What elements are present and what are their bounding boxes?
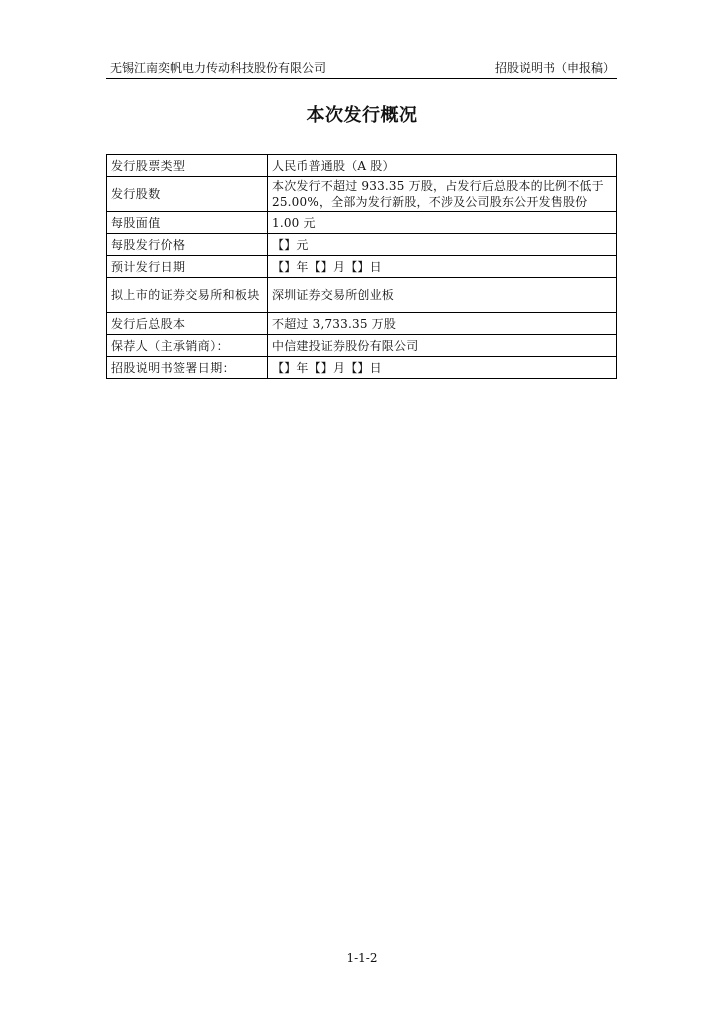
row-label: 发行股票类型 [107,155,268,177]
row-label: 发行股数 [107,177,268,212]
table-row-issue-price [107,234,617,256]
table-row-share-count [107,177,617,212]
row-value: 本次发行不超过 933.35 万股，占发行后总股本的比例不低于 25.00%，全部为发行新股，不涉及公司股东公开发售股份 [268,177,617,212]
row-label: 每股面值 [107,212,268,234]
table-row-issue-date [107,256,617,278]
table-row-sponsor [107,335,617,357]
row-value: 1.00 元 [268,212,617,234]
row-label: 招股说明书签署日期： [107,357,268,379]
page-title: 本次发行概况 [306,105,418,126]
page-header [106,58,617,79]
header-company-name: 无锡江南奕帆电力传动科技股份有限公司 [110,61,327,75]
offering-summary-table [106,154,617,379]
row-label: 预计发行日期 [107,256,268,278]
row-value: 人民币普通股（A 股） [268,155,617,177]
row-value: 不超过 3,733.35 万股 [268,313,617,335]
row-label: 拟上市的证券交易所和板块 [107,278,268,313]
row-label: 保荐人（主承销商）： [107,335,268,357]
table-row-stock-type [107,155,617,177]
header-document-type: 招股说明书（申报稿） [494,61,615,75]
row-value: 【】元 [268,234,617,256]
row-value: 【】年【】月【】日 [268,357,617,379]
table-row-exchange-board [107,278,617,313]
row-value: 深圳证券交易所创业板 [268,278,617,313]
table-row-total-shares [107,313,617,335]
page-number: 1-1-2 [346,951,378,965]
table-row-signing-date [107,357,617,379]
row-value: 中信建投证券股份有限公司 [268,335,617,357]
row-value: 【】年【】月【】日 [268,256,617,278]
table-row-par-value [107,212,617,234]
row-label: 发行后总股本 [107,313,268,335]
row-label: 每股发行价格 [107,234,268,256]
